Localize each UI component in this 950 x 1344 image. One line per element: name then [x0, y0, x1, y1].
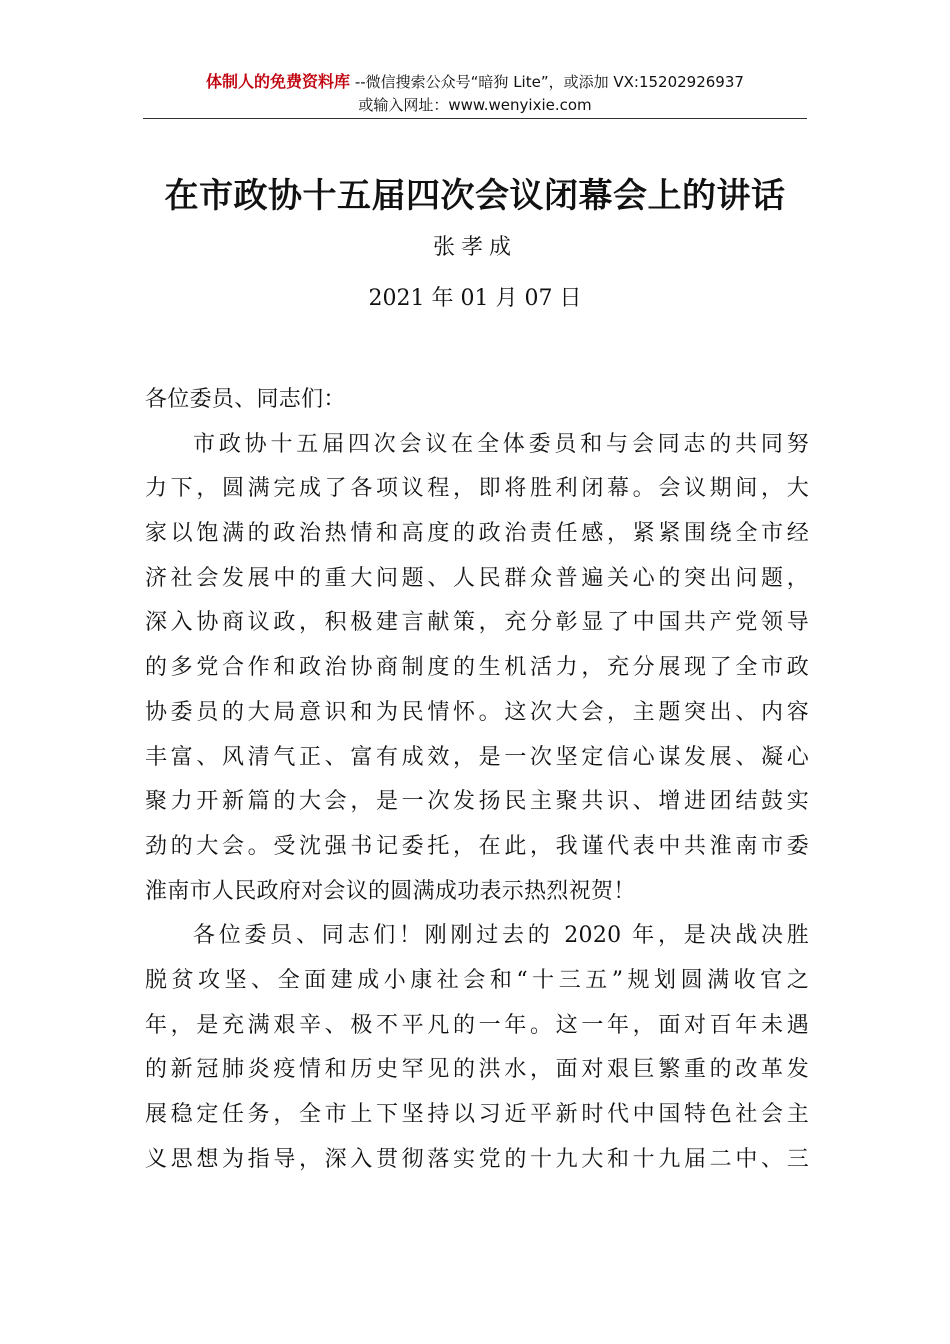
header-website[interactable]: 或输入网址：www.wenyixie.com — [358, 96, 592, 114]
body-line: 各位委员、同志们！刚刚过去的 2020 年，是决战决胜 — [193, 923, 809, 949]
header-divider — [143, 118, 807, 119]
body-line: 市政协十五届四次会议在全体委员和与会同志的共同努 — [193, 431, 809, 457]
body-line: 劲的大会。受沈强书记委托，在此，我谨代表中共淮南市委 — [145, 833, 809, 859]
body-line: 济社会发展中的重大问题、人民群众普遍关心的突出问题， — [145, 565, 809, 591]
body-line: 义思想为指导，深入贯彻落实党的十九大和十九届二中、三 — [145, 1146, 809, 1172]
body-line: 丰富、风清气正、富有成效，是一次坚定信心谋发展、凝心 — [145, 744, 809, 770]
salutation: 各位委员、同志们： — [145, 387, 346, 412]
document-author: 张孝成 — [432, 235, 517, 260]
body-line: 聚力开新篇的大会，是一次发扬民主聚共识、增进团结鼓实 — [145, 789, 809, 815]
document-body — [145, 378, 809, 1182]
body-line: 的多党合作和政治协商制度的生机活力，充分展现了全市政 — [145, 655, 809, 681]
header-brand[interactable]: 体制人的免费资料库 — [206, 72, 351, 91]
body-line: 脱贫攻坚、全面建成小康社会和“十三五”规划圆满收官之 — [145, 967, 809, 993]
body-line: 年，是充满艰辛、极不平凡的一年。这一年，面对百年未遇 — [145, 1012, 809, 1038]
page-header — [143, 70, 807, 117]
body-line: 淮南市人民政府对会议的圆满成功表示热烈祝贺！ — [145, 878, 636, 904]
body-line: 家以饱满的政治热情和高度的政治责任感，紧紧围绕全市经 — [145, 521, 809, 547]
body-line: 力下，圆满完成了各项议程，即将胜利闭幕。会议期间，大 — [145, 476, 809, 502]
body-line: 的新冠肺炎疫情和历史罕见的洪水，面对艰巨繁重的改革发 — [145, 1057, 809, 1083]
header-tagline: --微信搜索公众号“暗狗 Lite”，或添加 VX:15202926937 — [350, 73, 744, 91]
header-promo-line — [143, 70, 807, 94]
document-title: 在市政协十五届四次会议闭幕会上的讲话 — [164, 176, 786, 216]
document-date: 2021 年 01 月 07 日 — [368, 286, 582, 311]
body-line: 展稳定任务，全市上下坚持以习近平新时代中国特色社会主 — [145, 1102, 809, 1127]
body-line: 深入协商议政，积极建言献策，充分彰显了中国共产党领导 — [145, 610, 809, 636]
body-line: 协委员的大局意识和为民情怀。这次大会，主题突出、内容 — [145, 699, 809, 725]
